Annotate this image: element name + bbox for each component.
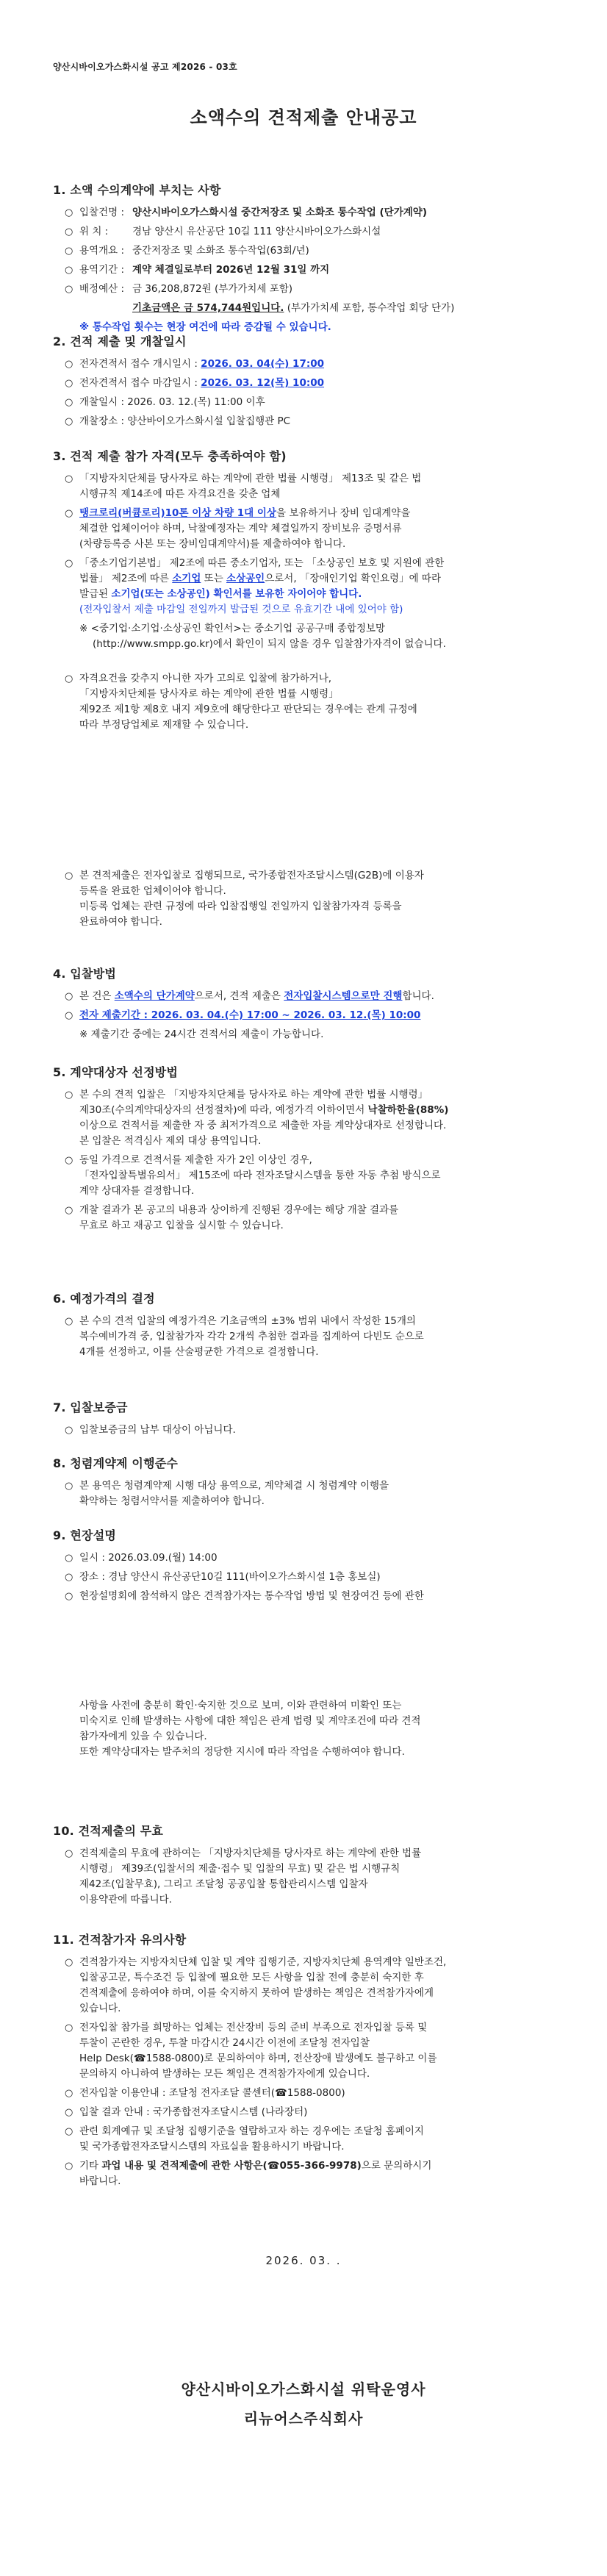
method-line-1: [53, 989, 567, 1004]
section-11: [53, 1931, 567, 2193]
label: 용역개요 :: [79, 245, 125, 257]
section-8-heading: 8. 청렴계약제 이행준수: [53, 1456, 179, 1470]
base-amount-note: (부가가치세 포함, 통수작업 회당 단가): [287, 302, 455, 314]
certificate-validity-note: (전자입찰서 제출 마감일 전일까지 발급된 것으로 유효기간 내에 있어야 함): [79, 604, 403, 615]
qual-small-business: [53, 556, 567, 618]
caution-b: [53, 2020, 567, 2082]
section-10: [53, 1822, 567, 1911]
text-line: 법률」 제2조에 따른: [79, 573, 173, 584]
text-line: (http://www.smpp.go.kr)에서 확인이 되지 않을 경우 입찰참가자격이 없습니다.: [93, 638, 446, 650]
bullet-icon: ○: [65, 2126, 73, 2137]
text-line: 개찰 결과가 본 공고의 내용과 상이하게 진행된 경우에는 해당 개찰 결과를: [79, 1204, 399, 1216]
text-line: 으로서, 견적 제출은: [194, 990, 284, 1002]
bullet-icon: ○: [65, 397, 73, 408]
bullet-icon: ○: [65, 207, 73, 218]
method-line-2: [53, 1008, 567, 1023]
text-line: 시행규칙 제14조에 따른 자격요건을 갖춘 업체: [79, 488, 281, 500]
count-note-text: ※ 통수작업 횟수는 현장 여건에 따라 증감될 수 있습니다.: [79, 321, 331, 333]
bullet-icon: ○: [65, 508, 73, 519]
section-6: [53, 1289, 567, 1364]
text-line: 이용약관에 따릅니다.: [79, 1894, 172, 1906]
section-11-heading: 11. 견적참가자 유의사항: [53, 1933, 187, 1947]
text-line: 있습니다.: [79, 2003, 121, 2014]
bullet-icon: ○: [65, 1591, 73, 1602]
base-amount-line: [53, 301, 567, 316]
close-time: 2026. 03. 12(목) 10:00: [201, 377, 325, 389]
service-period: 계약 체결일로부터 2026년 12월 31일 까지: [132, 264, 330, 276]
text-line: 견적제출에 응하여야 하며, 이를 숙지하지 못하여 발생하는 책임은 견적참가자에게: [79, 1987, 434, 1999]
text-line: 문의하지 아니하여 발생하는 모든 책임은 견적참가자에게 있습니다.: [79, 2068, 370, 2080]
caution-c: [53, 2086, 567, 2101]
text-line: 및 국가종합전자조달시스템의 자료실을 활용하시기 바랍니다.: [79, 2141, 345, 2153]
bullet-icon: ○: [65, 1155, 73, 1166]
bullet-icon: ○: [65, 416, 73, 427]
text-line: 계약 상대자를 결정합니다.: [79, 1185, 195, 1197]
section-4-heading: 4. 입찰방법: [53, 967, 117, 981]
text-line: 참가자에게 있을 수 있습니다.: [79, 1731, 207, 1742]
base-amount: 기초금액은 금 574,744원입니다.: [132, 302, 284, 314]
text-line: 바랍니다.: [79, 2175, 121, 2187]
bullet-icon: ○: [65, 2022, 73, 2033]
text-line: 입찰보증금의 납부 대상이 아닙니다.: [79, 1424, 236, 1436]
text-line: 사항을 사전에 충분히 확인·숙지한 것으로 보며, 이와 관련하여 미확인 또는: [79, 1700, 402, 1711]
section-9-heading: 9. 현장설명: [53, 1528, 117, 1542]
caution-f: [53, 2158, 567, 2189]
text-line: 일시 : 2026.03.09.(월) 14:00: [79, 1552, 218, 1564]
text-line: 체결한 업체이어야 하며, 낙찰예정자는 계약 체결일까지 장비보유 증명서류: [79, 523, 402, 534]
item-close-time: [53, 376, 567, 391]
item-bid-open: [53, 395, 567, 410]
item-open-time: [53, 357, 567, 372]
text-line: 전자입찰 이용안내 : 조달청 전자조달 콜센터(☎1588-0800): [79, 2087, 345, 2099]
unit-price-contract: 소액수의 단가계약: [114, 990, 195, 1002]
text-line: 입찰공고문, 특수조건 등 입찰에 필요한 모든 사항을 입찰 전에 충분히 숙지한 후: [79, 1972, 424, 1983]
site-place: [53, 1570, 567, 1585]
text-line: 견적참가자는 지방자치단체 입찰 및 계약 집행기준, 지방자치단체 용역계약 일반조건,: [79, 1956, 447, 1968]
text-line: 기타: [79, 2160, 102, 2172]
text-line: Help Desk(☎1588-0800)로 문의하여야 하며, 전산장애 발생에도 불구하고 이를: [79, 2053, 437, 2064]
label: 전자견적서 접수 마감일시 :: [79, 377, 198, 389]
open-time: 2026. 03. 04(수) 17:00: [201, 358, 325, 370]
text-line: 미숙지로 인해 발생하는 사항에 대한 책임은 관계 법령 및 계약조건에 따라 견적: [79, 1715, 421, 1727]
section-1-heading: 1. 소액 수의계약에 부치는 사항: [53, 183, 221, 197]
bullet-icon: ○: [65, 1316, 73, 1327]
text-line: ※ 제출기간 중에는 24시간 견적서의 제출이 가능합니다.: [79, 1028, 324, 1040]
submission-period: 전자 제출기간 : 2026. 03. 04.(수) 17:00 ~ 2026. 03. 12.(목) 10:00: [79, 1009, 421, 1021]
invalidity: [53, 1846, 567, 1908]
highlight-small-merchant: 소상공인: [226, 573, 265, 584]
bullet-icon: ○: [65, 246, 73, 257]
item-service-type: [53, 243, 567, 259]
text-line: 등록을 완료한 업체이어야 합니다.: [79, 885, 226, 897]
text-line: 「지방자치단체를 당사자로 하는 계약에 관한 법률 시행령」: [79, 688, 339, 700]
text-line: 현장설명회에 참석하지 않은 견적참가자는 통수작업 방법 및 현장여건 등에 관한: [79, 1590, 424, 1602]
text-line: (차량등록증 사본 또는 장비임대계약서)를 제출하여야 합니다.: [79, 538, 346, 550]
bullet-icon: ○: [65, 1848, 73, 1859]
issuer-line-2: 리뉴어스주식회사: [243, 2410, 364, 2427]
highlight-small-enterprise: 소기업: [172, 573, 201, 584]
text-line: 「지방자치단체를 당사자로 하는 계약에 관한 법률 시행령」 제13조 및 같은 법: [79, 473, 422, 484]
bullet-icon: ○: [65, 2088, 73, 2099]
text-line: 자격요건을 갖추지 아니한 자가 고의로 입찰에 참가하거나,: [79, 673, 332, 684]
section-1: [53, 181, 567, 339]
bullet-icon: ○: [65, 378, 73, 389]
caution-d: [53, 2105, 567, 2120]
text-line: 장소 : 경남 양산시 유산공단10길 111(바이오가스화시설 1층 홍보실): [79, 1571, 381, 1583]
text-line: 을 보유하거나 장비 임대계약을: [276, 507, 411, 519]
site-date: [53, 1550, 567, 1566]
text-line: 완료하여야 합니다.: [79, 916, 162, 928]
text-line: 본 용역은 청렴계약제 시행 대상 용역으로, 계약체결 시 청렴계약 이행을: [79, 1480, 389, 1492]
text-line: 발급된: [79, 588, 112, 600]
text-line: 본 수의 견적 입찰은 「지방자치단체를 당사자로 하는 계약에 관한 법률 시행령」: [79, 1089, 428, 1101]
item-bid-name: [53, 205, 567, 221]
bullet-icon: ○: [65, 359, 73, 370]
estimated-price: [53, 1314, 567, 1360]
service-type: 중간저장조 및 소화조 통수작업(63회/년): [132, 245, 309, 257]
bid-open-time: 개찰일시 : 2026. 03. 12.(목) 11:00 이후: [79, 396, 265, 408]
text-line: 관련 회계예규 및 조달청 집행기준을 열람하고자 하는 경우에는 조달청 홈페이지: [79, 2125, 424, 2137]
bid-name: 양산시바이오가스화시설 중간저장조 및 소화조 통수작업 (단가계약): [132, 207, 427, 218]
item-service-period: [53, 262, 567, 278]
text-line: 미등록 업체는 관련 규정에 따라 입찰집행일 전일까지 입찰참가자격 등록을: [79, 901, 402, 912]
caution-a: [53, 1955, 567, 2017]
text-line: 제92조 제1항 제8호 내지 제9호에 해당한다고 판단되는 경우에는 관계 규정에: [79, 704, 417, 715]
section-7: [53, 1398, 567, 1442]
section-3-heading: 3. 견적 제출 참가 자격(모두 충족하여야 함): [53, 449, 287, 463]
label: 배정예산 :: [79, 283, 125, 295]
text-line: 복수예비가격 중, 입찰참가자 각각 2개씩 추첨한 결과를 집계하여 다빈도 순으로: [79, 1331, 424, 1342]
section-5: [53, 1063, 567, 1237]
text-line: 견적제출의 무효에 관하여는 「지방자치단체를 당사자로 하는 계약에 관한 법률: [79, 1847, 422, 1859]
text-line: 「중소기업기본법」 제2조에 따른 중소기업자, 또는 「소상공인 보호 및 지원에 관한: [79, 557, 445, 569]
caution-e: [53, 2124, 567, 2155]
bullet-icon: ○: [65, 991, 73, 1002]
bullet-icon: ○: [65, 558, 73, 569]
text-line: 이상으로 견적서를 제출한 자 중 최저가격으로 제출한 자를 계약상대자로 선정합니다.: [79, 1120, 447, 1131]
bullet-icon: ○: [65, 1481, 73, 1492]
text-line: 제42조(입찰무효), 그리고 조달청 공공입찰 통합관리시스템 입찰자: [79, 1878, 368, 1890]
section-10-heading: 10. 견적제출의 무효: [53, 1824, 164, 1838]
text-line: 또한 계약상대자는 발주처의 정당한 지시에 따라 작업을 수행하여야 합니다.: [79, 1746, 405, 1758]
item-location: [53, 224, 567, 240]
label: 전자견적서 접수 개시일시 :: [79, 358, 198, 370]
text-line: 「전자입찰특별유의서」 제15조에 따라 전자조달시스템을 통한 자동 추첨 방식으로: [79, 1170, 441, 1181]
qual-law: [53, 471, 567, 502]
bullet-icon: ○: [65, 1205, 73, 1216]
text-line: 확약하는 청렴서약서를 제출하여야 합니다.: [79, 1495, 265, 1507]
electronic-only: 전자입찰시스템으로만 진행: [284, 990, 403, 1002]
lower-limit-rate: 낙찰하한율(88%): [367, 1104, 449, 1116]
issuer-line-1: 양산시바이오가스화시설 위탁운영사: [181, 2380, 426, 2398]
section-2-heading: 2. 견적 제출 및 개찰일시: [53, 334, 187, 348]
selection-b: [53, 1153, 567, 1199]
highlight-certificate: 소기업(또는 소상공인) 확인서를 보유한 자이어야 합니다.: [111, 588, 362, 600]
document-number: 양산시바이오가스화시설 공고 제2026 - 03호: [53, 62, 237, 72]
bid-bond: [53, 1423, 567, 1438]
text-line: 따라 부정당업체로 제재할 수 있습니다.: [79, 719, 249, 731]
bullet-icon: ○: [65, 1572, 73, 1583]
bullet-icon: ○: [65, 1553, 73, 1564]
text-line: 으로 문의하시기: [361, 2160, 432, 2172]
section-7-heading: 7. 입찰보증금: [53, 1400, 128, 1414]
bullet-icon: ○: [65, 870, 73, 881]
qual-smpp-note: [53, 621, 567, 652]
notice-date: 2026. 03. .: [265, 2254, 342, 2267]
text-line: 본 건은: [79, 990, 115, 1002]
bullet-icon: ○: [65, 673, 73, 684]
section-5-heading: 5. 계약대상자 선정방법: [53, 1065, 179, 1079]
text-line: 본 견적제출은 전자입찰로 집행되므로, 국가종합전자조달시스템(G2B)에 이용자: [79, 870, 424, 881]
text-line: 본 수의 견적 입찰의 예정가격은 기초금액의 ±3% 범위 내에서 작성한 15개의: [79, 1315, 416, 1327]
text-line: 동일 가격으로 견적서를 제출한 자가 2인 이상인 경우,: [79, 1154, 312, 1166]
issuer: [0, 2375, 607, 2433]
bullet-icon: ○: [65, 1425, 73, 1436]
text-line: 4개를 선정하고, 이를 산술평균한 가격으로 결정합니다.: [79, 1346, 319, 1358]
bullet-icon: ○: [65, 226, 73, 237]
section-9: [53, 1526, 567, 1764]
text-line: ※ <중기업·소기업·소상공인 확인서>는 중소기업 공공구매 종합정보망: [79, 623, 386, 634]
bullet-icon: ○: [65, 1090, 73, 1101]
site-absence: [53, 1589, 567, 1604]
text-line: 투찰이 곤란한 경우, 투찰 마감시간 24시간 이전에 조달청 전자입찰: [79, 2037, 370, 2049]
bullet-icon: ○: [65, 1010, 73, 1021]
label: 용역기간 :: [79, 264, 125, 276]
bullet-icon: ○: [65, 265, 73, 276]
label: 입찰건명 :: [79, 207, 125, 218]
label: 위 치 :: [79, 226, 109, 237]
text-line: 또는: [201, 573, 227, 584]
vehicle-requirement: 탱크로리(버큠로리)10톤 이상 차량 1대 이상: [79, 507, 276, 519]
qual-g2b: [53, 868, 567, 930]
page-title: 소액수의 견적제출 안내공고: [190, 107, 417, 128]
section-4: [53, 965, 567, 1046]
bullet-icon: ○: [65, 2161, 73, 2172]
text-line: 입찰 결과 안내 : 국가종합전자조달시스템 (나라장터): [79, 2106, 308, 2118]
contact-phone: 과업 내용 및 견적제출에 관한 사항은(☎055-366-9978): [101, 2160, 362, 2172]
budget: 금 36,208,872원 (부가가치세 포함): [132, 283, 293, 295]
site-absence-cont: [53, 1698, 567, 1760]
text-line: 시행령」 제39조(입찰서의 제출·접수 및 입찰의 무효) 및 같은 법 시행규칙: [79, 1863, 401, 1875]
text-line: 본 입찰은 적격심사 제외 대상 용역입니다.: [79, 1135, 262, 1147]
bullet-icon: ○: [65, 473, 73, 484]
bullet-icon: ○: [65, 284, 73, 295]
qual-vehicle: [53, 506, 567, 552]
method-note: [53, 1027, 567, 1042]
selection-c: [53, 1203, 567, 1234]
selection-a: [53, 1087, 567, 1149]
text-line: 무효로 하고 재공고 입찰을 실시할 수 있습니다.: [79, 1220, 284, 1231]
section-8: [53, 1454, 567, 1513]
section-2: [53, 332, 567, 433]
bullet-icon: ○: [65, 1957, 73, 1968]
bid-place: 개찰장소 : 양산바이오가스화시설 입찰집행관 PC: [79, 415, 291, 427]
item-budget: [53, 282, 567, 297]
text-line: 합니다.: [402, 990, 434, 1002]
qual-sanction: [53, 671, 567, 733]
item-bid-place: [53, 414, 567, 429]
text-line: 전자입찰 참가를 희망하는 업체는 전산장비 등의 준비 부족으로 전자입찰 등록 및: [79, 2022, 428, 2033]
section-6-heading: 6. 예정가격의 결정: [53, 1292, 155, 1306]
bullet-icon: ○: [65, 2107, 73, 2118]
section-3: [53, 447, 567, 934]
integrity-pledge: [53, 1478, 567, 1509]
location: 경남 양산시 유산공단 10길 111 양산시바이오가스화시설: [132, 226, 381, 237]
text-line: 으로서, 「장애인기업 확인요령」에 따라: [265, 573, 441, 584]
text-line: 제30조(수의계약대상자의 선정절차)에 따라, 예정가격 이하이면서: [79, 1104, 368, 1116]
